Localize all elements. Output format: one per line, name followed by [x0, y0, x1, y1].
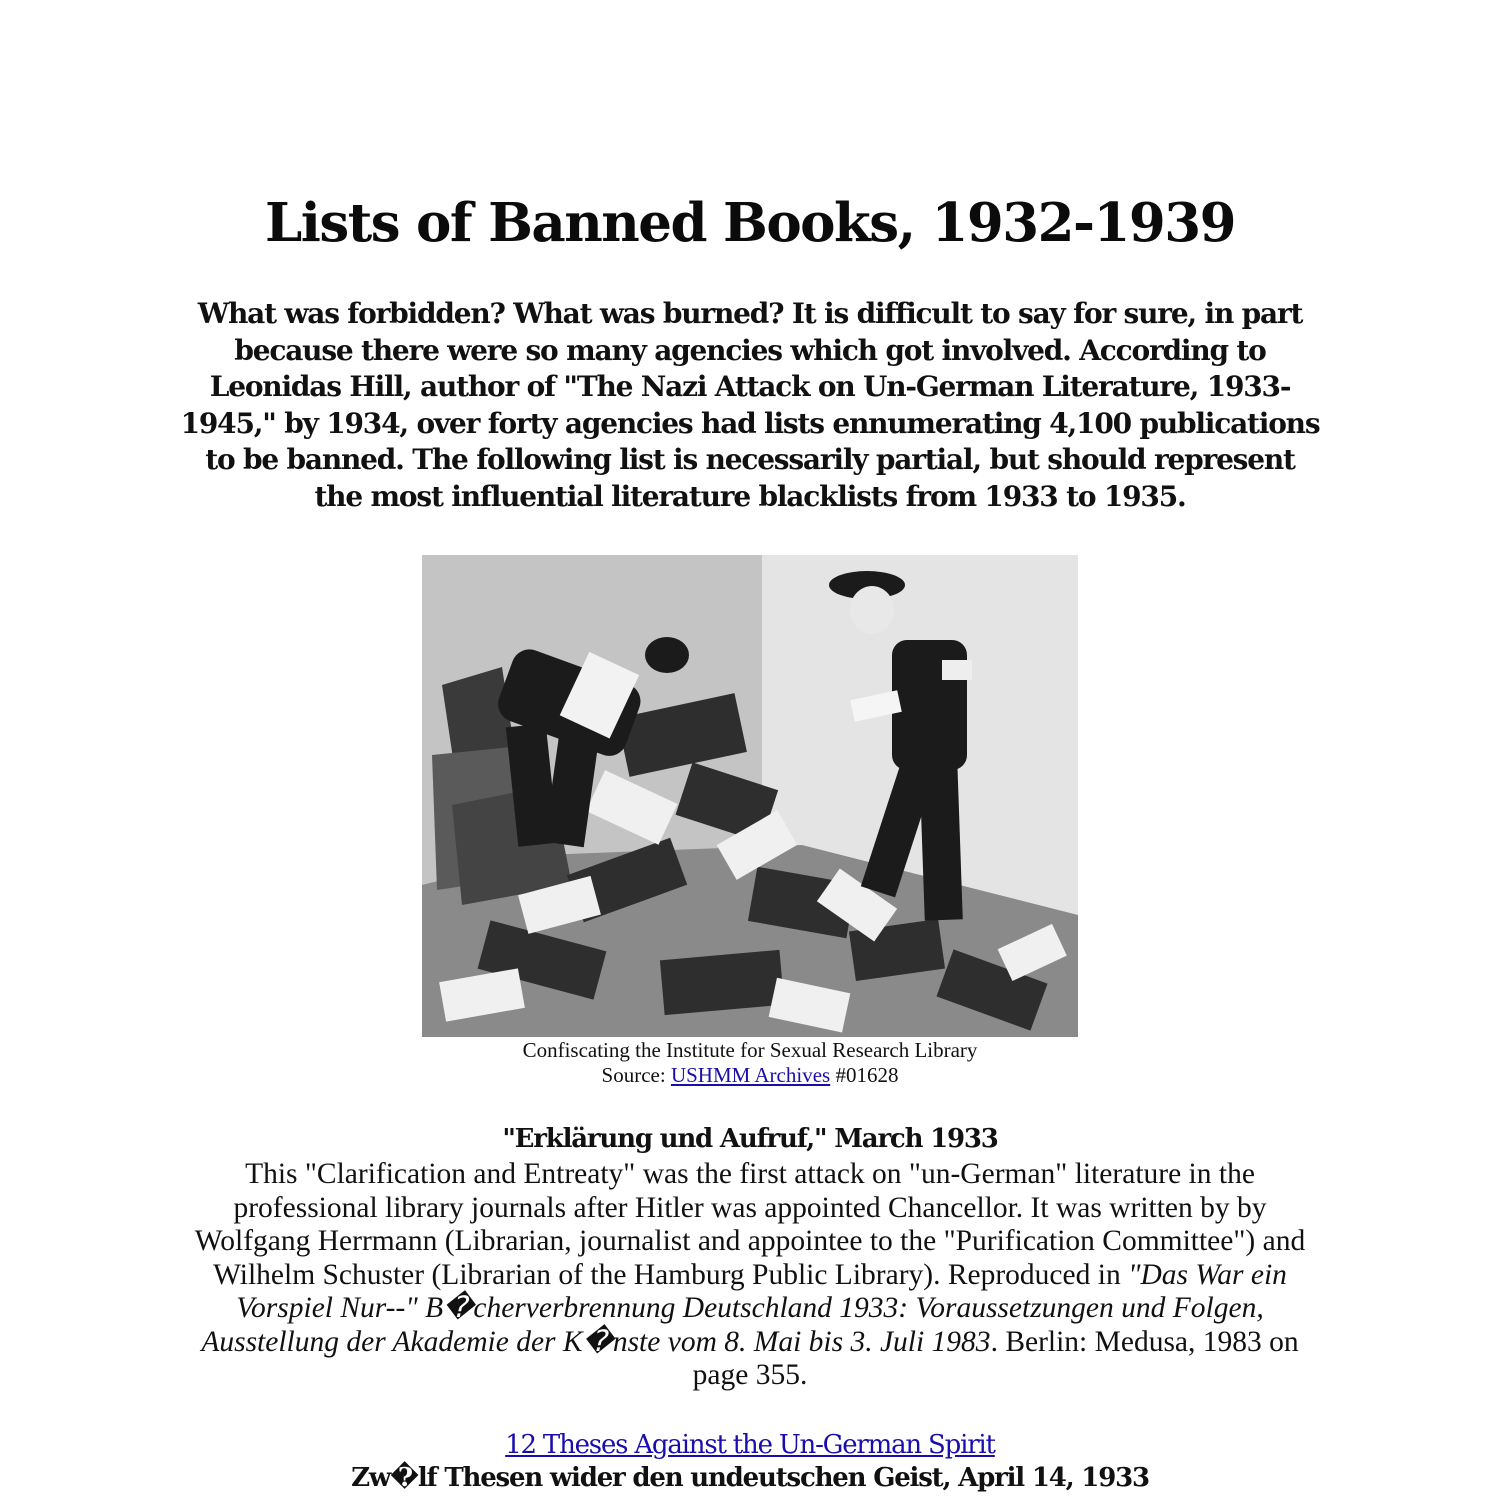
- caption-text: Confiscating the Institute for Sexual Research Library: [522, 1038, 978, 1062]
- source-prefix: Source:: [601, 1063, 666, 1087]
- erklarung-citation: . Berlin: Medusa, 1983 on page 355.: [692, 1325, 1299, 1391]
- ushmm-archives-link[interactable]: USHMM Archives: [670, 1063, 831, 1087]
- intro-paragraph: What was forbidden? What was burned? It is difficult to say for sure, in part because there were so many agencies which got involved. According to Leonidas Hill, author of "The Nazi Attack on Un-German Literature, 1933-1945," by 1934, over forty agencies had lists ennumerating 4,100 publications to be banned. The following list is necessarily partial, but should represent the most influential literature blacklists from 1933 to 1935.: [180, 297, 1320, 513]
- zwolf-thesen-heading: Zw�lf Thesen wider den undeutschen Geist, April 14, 1933: [351, 1463, 1149, 1493]
- page-title: Lists of Banned Books, 1932-1939: [264, 192, 1236, 254]
- erklarung-description: [176, 1158, 1324, 1393]
- twelve-theses-link[interactable]: 12 Theses Against the Un-German Spirit: [505, 1430, 995, 1460]
- erklarung-heading: "Erklärung und Aufruf," March 1933: [502, 1124, 998, 1154]
- theses-link-wrapper: [0, 1430, 1500, 1460]
- erklarung-book-title: "Das War ein Vorspiel Nur--" B�cherverbrennung Deutschland 1933: Voraussetzungen und Folgen, Ausstellung der Akademie der K�nste vom 8. Mai bis 3. Juli 1983: [201, 1258, 1287, 1358]
- photo-caption: [300, 1038, 1200, 1088]
- erklarung-text: This "Clarification and Entreaty" was the first attack on "un-German" literature in the professional library journals after Hitler was appointed Chancellor. It was written by by Wolfgang Herrmann (Librarian, journalist and appointee to the "Purification Committee") and Wilhelm Schuster (Librarian of the Hamburg Public Library). Reproduced in: [194, 1158, 1306, 1291]
- caption-source: [300, 1063, 1200, 1088]
- source-number: #01628: [835, 1063, 899, 1087]
- book-confiscation-photo: [422, 555, 1078, 1037]
